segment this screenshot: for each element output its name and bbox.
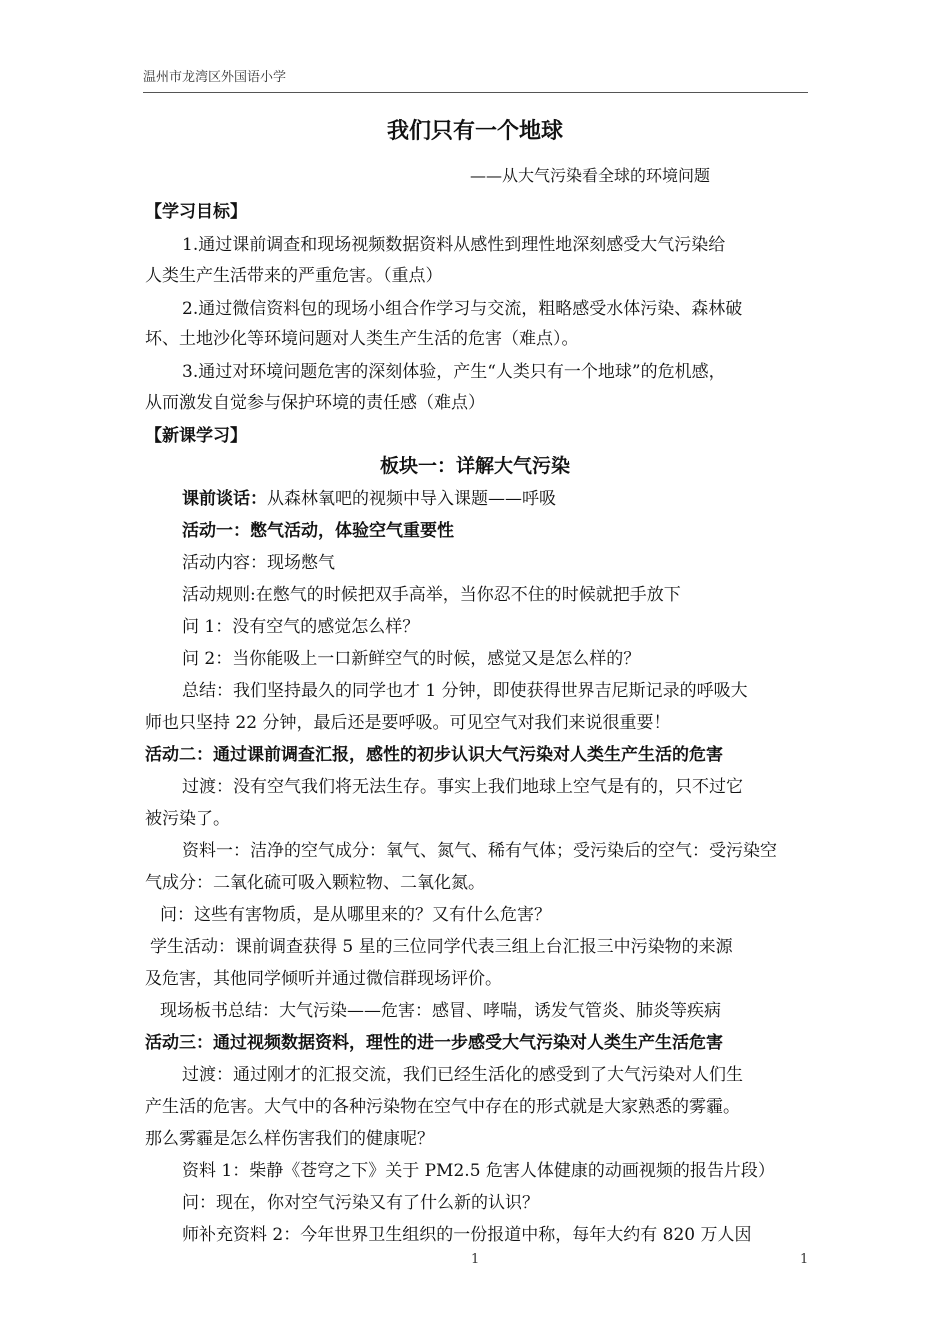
page-subtitle: ——从大气污染看全球的环境问题 (470, 166, 711, 185)
question-3: 问：这些有害物质，是从哪里来的？又有什么危害？ (160, 905, 551, 925)
question-4: 问：现在，你对空气污染又有了什么新的认识？ (182, 1193, 539, 1213)
page-number-right: 1 (800, 1252, 809, 1267)
page-title: 我们只有一个地球 (386, 118, 563, 144)
section-new-heading: 【新课学习】 (145, 426, 247, 446)
pretalk-text: 从森林氧吧的视频中导入课题——呼吸 (267, 489, 556, 509)
pretalk-line (182, 484, 556, 509)
goal-3-line-2: 从而激发自觉参与保护环境的责任感（难点） (145, 393, 485, 413)
block-one-title: 板块一：详解大气污染 (379, 455, 570, 477)
transition-1-line-2: 被污染了。 (145, 809, 230, 829)
material-1-line-2: 气成分：二氧化硫可吸入颗粒物、二氧化氮。 (145, 873, 485, 893)
board-summary: 现场板书总结：大气污染——危害：感冒、哮喘，诱发气管炎、肺炎等疾病 (160, 1001, 721, 1021)
activity-1-rule: 活动规则:在憋气的时候把双手高举，当你忍不住的时候就把手放下 (182, 585, 681, 605)
transition-2-line-1: 过渡：通过刚才的汇报交流，我们已经生活化的感受到了大气污染对人们生 (182, 1065, 743, 1085)
transition-1-line-1: 过渡：没有空气我们将无法生存。事实上我们地球上空气是有的，只不过它 (182, 777, 743, 797)
goal-2-line-1: 2.通过微信资料包的现场小组合作学习与交流，粗略感受水体污染、森林破 (182, 299, 743, 319)
question-2: 问 2：当你能吸上一口新鲜空气的时候，感觉又是怎么样的？ (182, 649, 641, 669)
student-activity-line-2: 及危害，其他同学倾听并通过微信群现场评价。 (145, 969, 502, 989)
activity-1-heading: 活动一：憋气活动，体验空气重要性 (182, 521, 454, 541)
transition-2-line-2: 产生活的危害。大气中的各种污染物在空气中存在的形式就是大家熟悉的雾霾。 (145, 1097, 740, 1117)
activity-1-content: 活动内容：现场憋气 (182, 553, 335, 573)
goal-1-line-2: 人类生产生活带来的严重危害。（重点） (145, 266, 443, 286)
summary-line-1: 总结：我们坚持最久的同学也才 1 分钟，即使获得世界吉尼斯记录的呼吸大 (182, 681, 748, 701)
section-goals-heading: 【学习目标】 (145, 202, 247, 222)
material-video: 资料 1：柴静《苍穹之下》关于 PM2.5 危害人体健康的动画视频的报告片段） (182, 1161, 775, 1181)
pretalk-label: 课前谈话： (182, 489, 267, 509)
page-header: 温州市龙湾区外国语小学 (143, 70, 287, 85)
transition-2-line-3: 那么雾霾是怎么样伤害我们的健康呢？ (145, 1129, 434, 1149)
goal-2-line-2: 坏、土地沙化等环境问题对人类生产生活的危害（难点）。 (145, 329, 579, 349)
student-activity-line-1: 学生活动：课前调查获得 5 星的三位同学代表三组上台汇报三中污染物的来源 (150, 937, 733, 957)
goal-1-line-1: 1.通过课前调查和现场视频数据资料从感性到理性地深刻感受大气污染给 (182, 235, 726, 255)
material-2: 师补充资料 2：今年世界卫生组织的一份报道中称，每年大约有 820 万人因 (182, 1225, 752, 1245)
question-1: 问 1：没有空气的感觉怎么样？ (182, 617, 420, 637)
activity-3-heading: 活动三：通过视频数据资料，理性的进一步感受大气污染对人类生产生活危害 (145, 1033, 723, 1053)
activity-2-heading: 活动二：通过课前调查汇报，感性的初步认识大气污染对人类生产生活的危害 (145, 745, 723, 765)
material-1-line-1: 资料一：洁净的空气成分：氧气、氮气、稀有气体；受污染后的空气：受污染空 (182, 841, 777, 861)
goal-3-line-1: 3.通过对环境问题危害的深刻体验，产生“人类只有一个地球”的危机感， (182, 362, 726, 382)
header-rule (143, 92, 808, 93)
page-number-center: 1 (471, 1252, 480, 1267)
summary-line-2: 师也只坚持 22 分钟，最后还是要呼吸。可见空气对我们来说很重要！ (145, 713, 671, 733)
